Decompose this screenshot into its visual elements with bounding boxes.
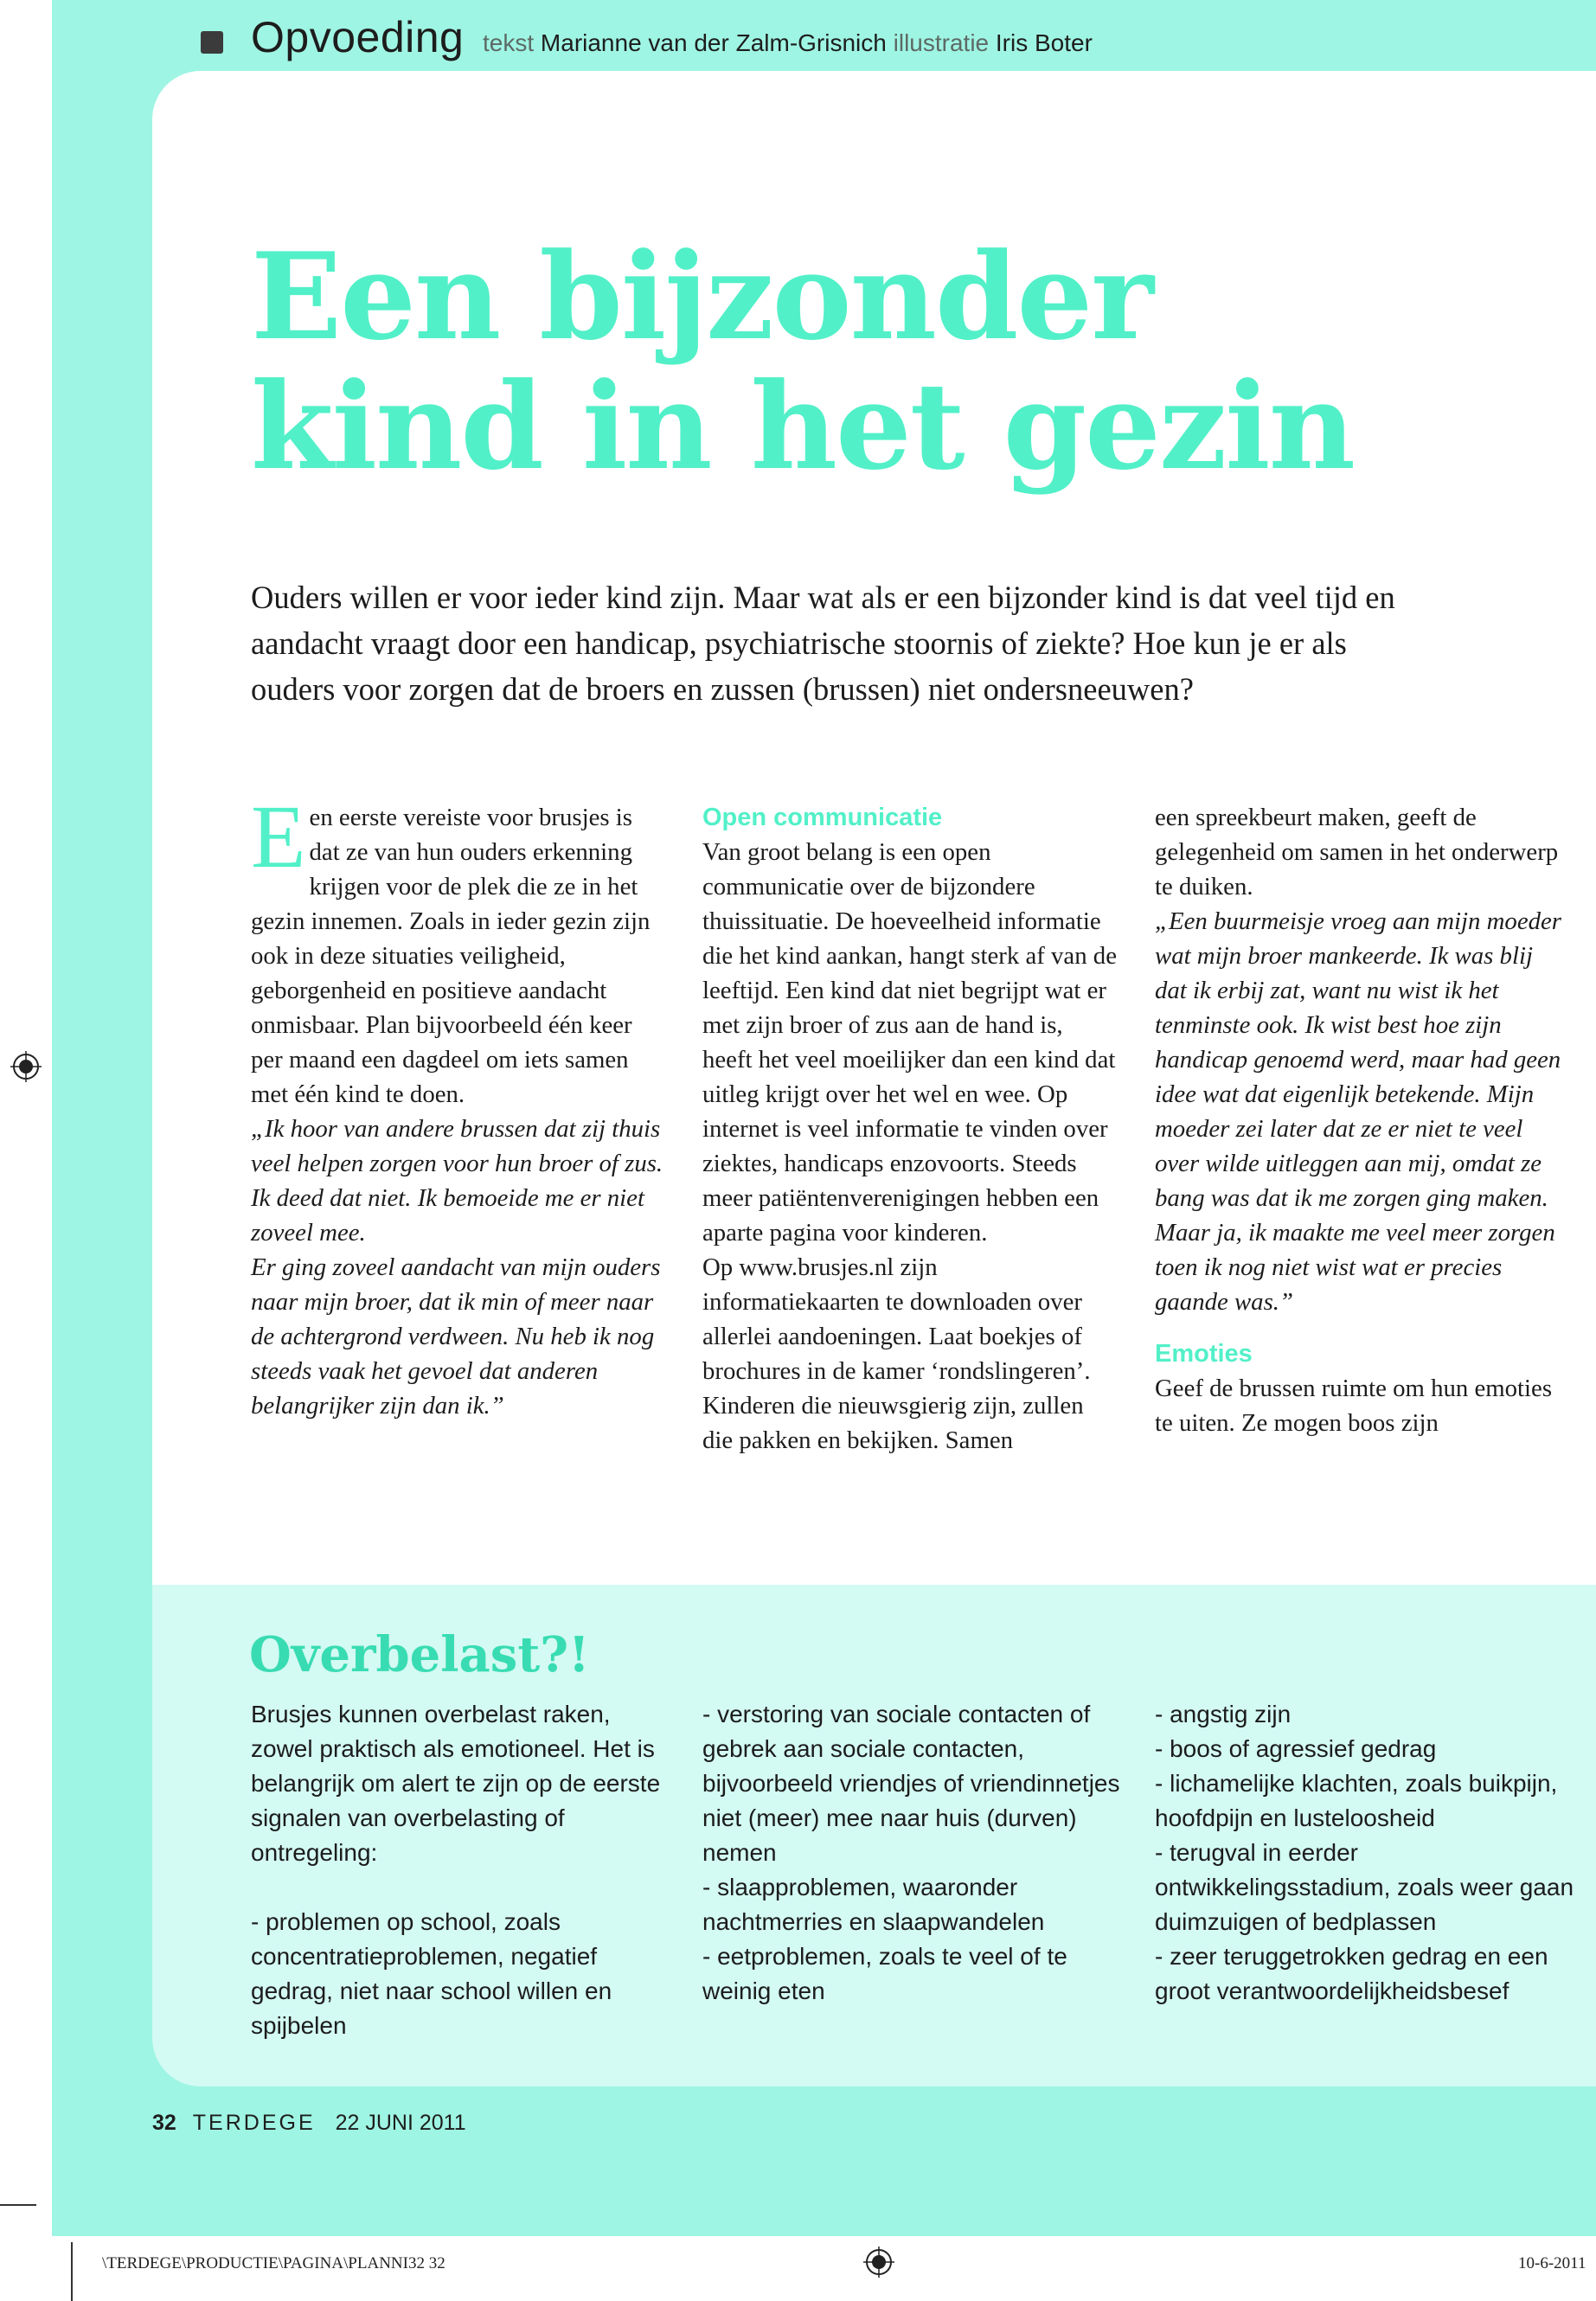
col2-paragraph-1: Van groot belang is een open communicatie over de bijzondere thuissituatie. De hoeveelheid informatie die het kind aankan, hangt sterk af van de leeftijd. Een kind dat niet begrijpt wat er met zijn broer of zus aan de hand is, heeft het veel moeilijker dan een kind dat uitleg krijgt over het wel en wee. Op internet is veel informatie te vinden over ziektes, handicaps enzovoorts. Steeds meer patiëntenverenigingen hebben een aparte pagina voor kinderen. [702,838,1117,1247]
sidebar-list-item: - zeer teruggetrokken gedrag en een groot verantwoordelijkheidsbesef [1155,1943,1548,2004]
sidebar-list-item: - lichamelijke klachten, zoals buikpijn, hoofdpijn en lusteloosheid [1155,1770,1558,1831]
byline [483,29,1093,57]
body-column-2 [702,800,1118,1458]
page-number: 32 [152,2111,176,2135]
section-marker-icon [201,31,223,54]
sidebar-list-item: - boos of agressief gedrag [1155,1735,1437,1762]
sidebar-intro: Brusjes kunnen overbelast raken, zowel praktisch als emotioneel. Het is belangrijk om alert te zijn op de eerste signalen van overbelasting of ontregeling: [251,1701,661,1866]
sidebar-list-item: - eetproblemen, zoals te veel of te weinig eten [702,1943,1067,2004]
sidebar-column-1 [251,1697,675,2043]
subhead-open-communicatie: Open communicatie [702,804,943,831]
slug-file-path: \TERDEGE\PRODUCTIE\PAGINA\PLANNI32 32 [102,2254,445,2272]
spacer [251,1870,675,1905]
title-line-1: Een bijzonder [251,226,1152,367]
title-line-2: kind in het gezin [251,356,1355,497]
sidebar-list-item: - terugval in eerder ontwikkelingsstadium, zoals weer gaan duimzuigen of bedplassen [1155,1839,1574,1935]
body-column-3 [1155,800,1570,1440]
crop-mark [0,2204,36,2206]
col1-quote-2: Er ging zoveel aandacht van mijn ouders naar mijn broer, dat ik min of meer naar de achtergrond verdween. Nu heb ik nog steeds vaak het gevoel dat anderen belangrijker zijn dan ik.” [251,1253,661,1420]
sidebar-list-item: - verstoring van sociale contacten of gebrek aan sociale contacten, bijvoorbeeld vriendjes of vriendinnetjes niet (meer) mee naar huis (durven) nemen [702,1701,1120,1866]
crop-mark [71,2242,73,2301]
issue-date: 22 JUNI 2011 [335,2111,466,2135]
spacer [1155,1319,1570,1336]
registration-mark-icon [10,1051,42,1082]
magazine-name: TERDEGE [192,2111,316,2135]
sidebar-list-item: - slaapproblemen, waaronder nachtmerries en slaapwandelen [702,1874,1045,1935]
col1-quote-1: „Ik hoor van andere brussen dat zij thuis veel helpen zorgen voor hun broer of zus. Ik deed dat niet. Ik bemoeide me er niet zoveel mee. [251,1115,663,1247]
col1-paragraph-1-text: en eerste vereiste voor brusjes is dat ze van hun ouders erkenning krijgen voor de plek die ze in het gezin innemen. Zoals in ieder gezin zijn ook in deze situaties veiligheid, geborgenheid en positieve aandacht onmisbaar. Plan bijvoorbeeld één keer per maand een dagdeel om iets samen met één kind te doen. [251,804,651,1108]
byline-author: Marianne van der Zalm-Grisnich [540,29,887,56]
slug-date: 10-6-2011 [1518,2254,1586,2272]
byline-illustrator: Iris Boter [995,29,1093,56]
byline-text-label: tekst [483,29,535,56]
sidebar-title: Overbelast?! [249,1626,590,1683]
sidebar-column-2 [702,1697,1126,2009]
col2-paragraph-2: Op www.brusjes.nl zijn informatiekaarten te downloaden over allerlei aandoeningen. Laat boekjes of brochures in de kamer ‘rondslingeren’. Kinderen die nieuwsgierig zijn, zullen die pakken en bekijken. Samen [702,1253,1091,1454]
col3-paragraph-2: Geef de brussen ruimte om hun emoties te uiten. Ze mogen boos zijn [1155,1375,1553,1437]
sidebar-list-item: - angstig zijn [1155,1701,1292,1727]
col3-quote-1: „Een buurmeisje vroeg aan mijn moeder wat mijn broer mankeerde. Ik was blij dat ik erbij zat, want nu wist ik het tenminste ook. Ik wist best hoe zijn handicap genoemd werd, maar had geen idee wat dat eigenlijk betekende. Mijn moeder zei later dat ze er niet te veel over wilde uitleggen aan mij, omdat ze bang was dat ik me zorgen ging maken. Maar ja, ik maakte me veel meer zorgen toen ik nog niet wist wat er precies gaande was.” [1155,907,1562,1316]
registration-mark-icon [863,2247,894,2278]
subhead-emoties: Emoties [1155,1340,1253,1368]
drop-cap: E [251,787,306,887]
col3-paragraph-1: een spreekbeurt maken, geeft de gelegenheid om samen in het onderwerp te duiken. [1155,804,1559,901]
page-folio [152,2111,466,2136]
article-title [251,226,1355,497]
article-intro: Ouders willen er voor ieder kind zijn. Maar wat als er een bijzonder kind is dat veel tijd en aandacht vraagt door een handicap, psychiatrische stoornis of ziekte? Hoe kun je er als ouders voor zorgen dat de broers en zussen (brussen) niet ondersneeuwen? [251,580,1395,707]
body-column-1 [251,787,666,1423]
section-name: Opvoeding [251,13,465,61]
sidebar-column-3 [1155,1697,1579,2009]
col1-paragraph-1 [251,787,666,1112]
byline-illustration-label: illustratie [893,29,990,56]
sidebar-list-item: - problemen op school, zoals concentratieproblemen, negatief gedrag, niet naar school willen en spijbelen [251,1908,612,2039]
